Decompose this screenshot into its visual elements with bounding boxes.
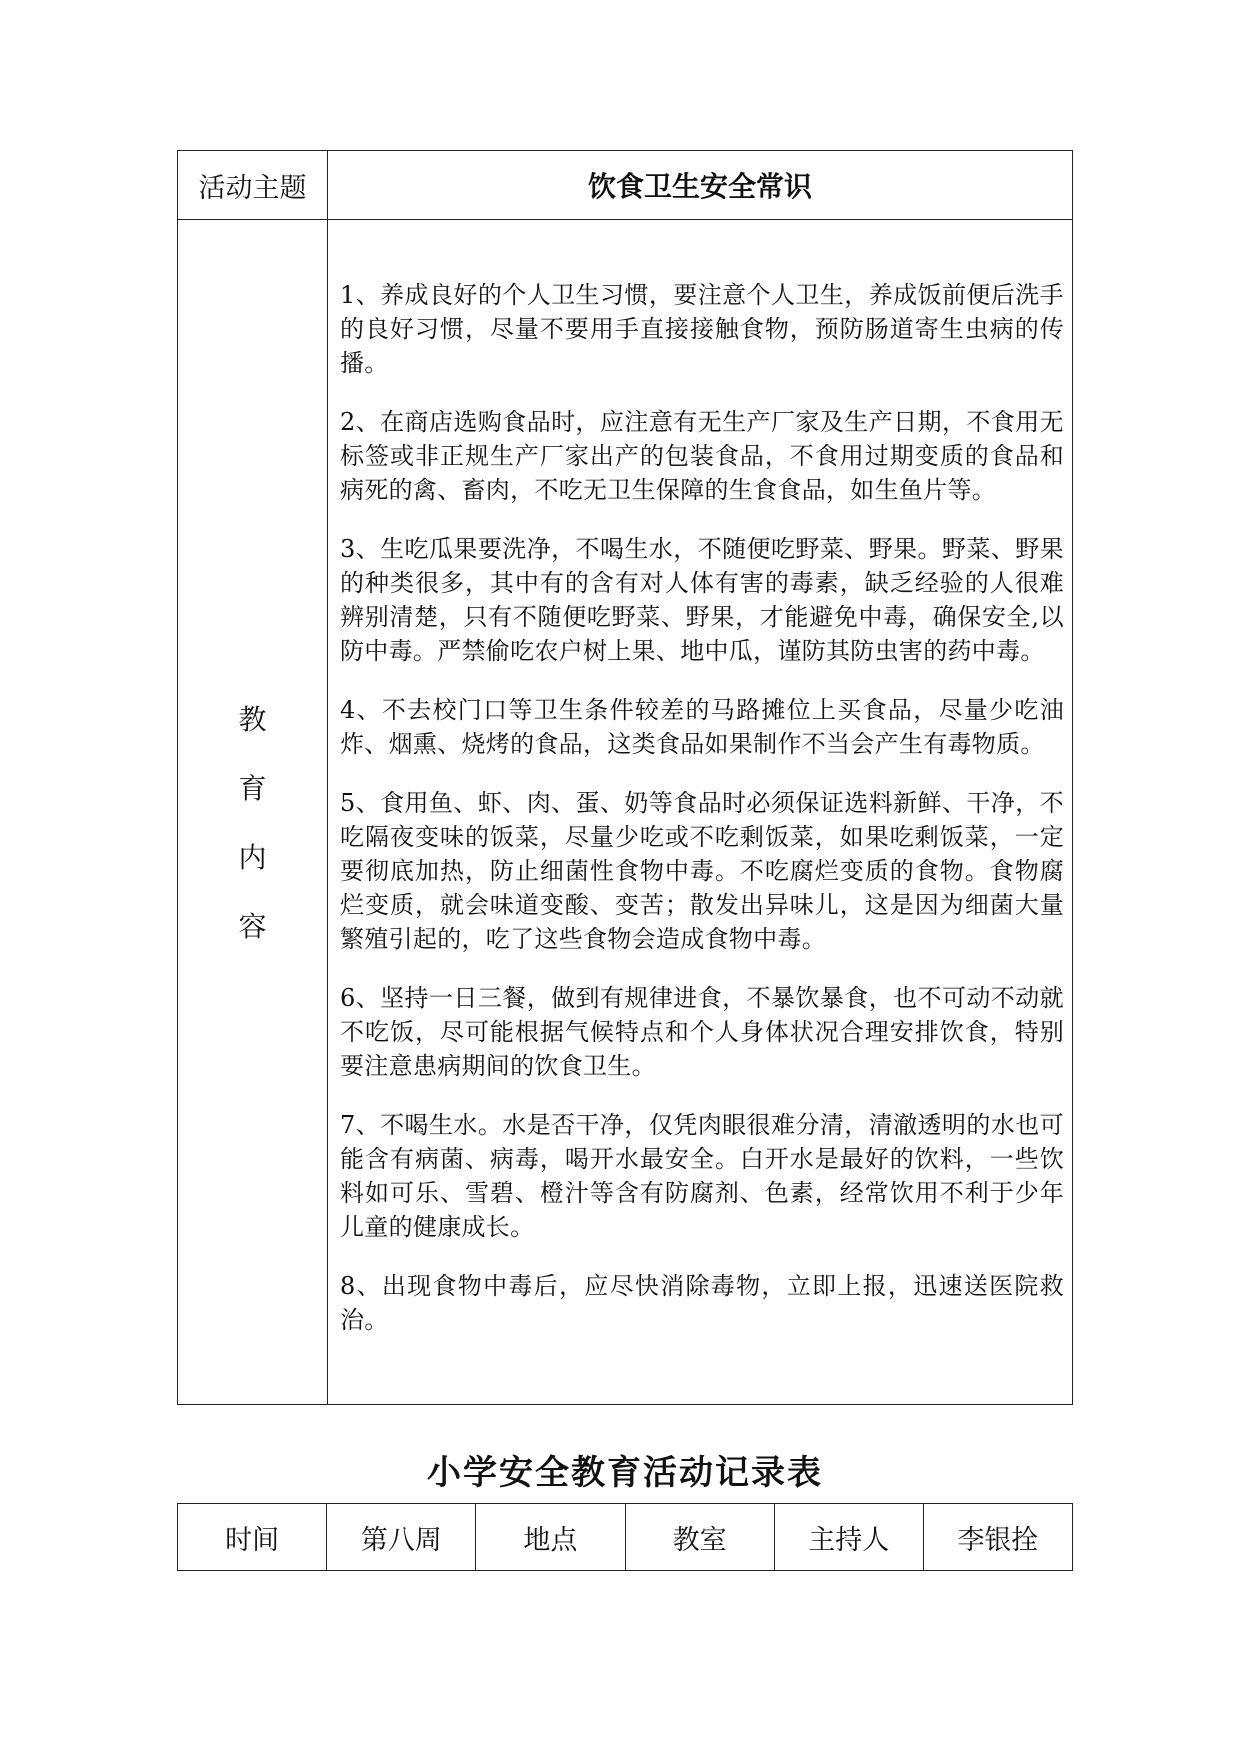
content-paragraph: 8、出现食物中毒后，应尽快消除毒物，立即上报，迅速送医院救治。 [340, 1272, 1064, 1334]
content-paragraph: 6、坚持一日三餐，做到有规律进食，不暴饮暴食，也不可动不动就不吃饭，尽可能根据气候特点和个人身体状况合理安排饮食，特别要注意患病期间的饮食卫生。 [340, 984, 1064, 1080]
content-paragraph: 4、不去校门口等卫生条件较差的马路摊位上买食品，尽量少吃油炸、烟熏、烧烤的食品，这类食品如果制作不当会产生有毒物质。 [340, 696, 1064, 758]
content-label-char: 教 [238, 702, 267, 736]
subject-title: 饮食卫生安全常识 [587, 170, 812, 203]
content-label-char: 内 [238, 840, 267, 874]
host-value: 李银拴 [957, 1524, 1039, 1556]
content-label-char: 容 [238, 909, 267, 943]
column-divider [327, 151, 328, 1404]
place-label: 地点 [476, 1504, 625, 1570]
content-paragraph: 2、在商店选购食品时，应注意有无生产厂家及生产日期，不食用无标签或非正规生产厂家出产的包装食品，不食用过期变质的食品和病死的禽、畜肉，不吃无卫生保障的生食食品，如生鱼片等。 [340, 408, 1064, 504]
education-content [340, 220, 1064, 1404]
time-label: 时间 [178, 1504, 327, 1570]
page-heading: 小学安全教育活动记录表 [427, 1453, 823, 1493]
time-value: 第八周 [327, 1504, 476, 1570]
content-label [178, 220, 327, 1404]
host-label: 主持人 [775, 1504, 924, 1570]
content-label-char: 育 [238, 771, 267, 805]
activity-table [177, 150, 1073, 1405]
content-paragraph: 1、养成良好的个人卫生习惯，要注意个人卫生，养成饭前便后洗手的良好习惯，尽量不要用手直接接触食物，预防肠道寄生虫病的传播。 [340, 281, 1064, 377]
subject-label: 活动主题 [198, 172, 307, 204]
record-table [177, 1503, 1073, 1571]
content-paragraph: 5、食用鱼、虾、肉、蛋、奶等食品时必须保证选料新鲜、干净，不吃隔夜变味的饭菜，尽量少吃或不吃剩饭菜，如果吃剩饭菜，一定要彻底加热，防止细菌性食物中毒。不吃腐烂变质的食物。食物腐烂变质，就会味道变酸、变苦；散发出异味儿，这是因为细菌大量繁殖引起的，吃了这些食物会造成食物中毒。 [340, 789, 1064, 953]
content-paragraph: 3、生吃瓜果要洗净，不喝生水，不随便吃野菜、野果。野菜、野果的种类很多，其中有的含有对人体有害的毒素，缺乏经验的人很难辨别清楚，只有不随便吃野菜、野果，才能避免中毒，确保安全,以防中毒。严禁偷吃农户树上果、地中瓜，谨防其防虫害的药中毒。 [340, 535, 1064, 665]
place-value: 教室 [626, 1504, 775, 1570]
content-paragraph: 7、不喝生水。水是否干净，仅凭肉眼很难分清，清澈透明的水也可能含有病菌、病毒，喝开水最安全。白开水是最好的饮料，一些饮料如可乐、雪碧、橙汁等含有防腐剂、色素，经常饮用不利于少年儿童的健康成长。 [340, 1111, 1064, 1241]
